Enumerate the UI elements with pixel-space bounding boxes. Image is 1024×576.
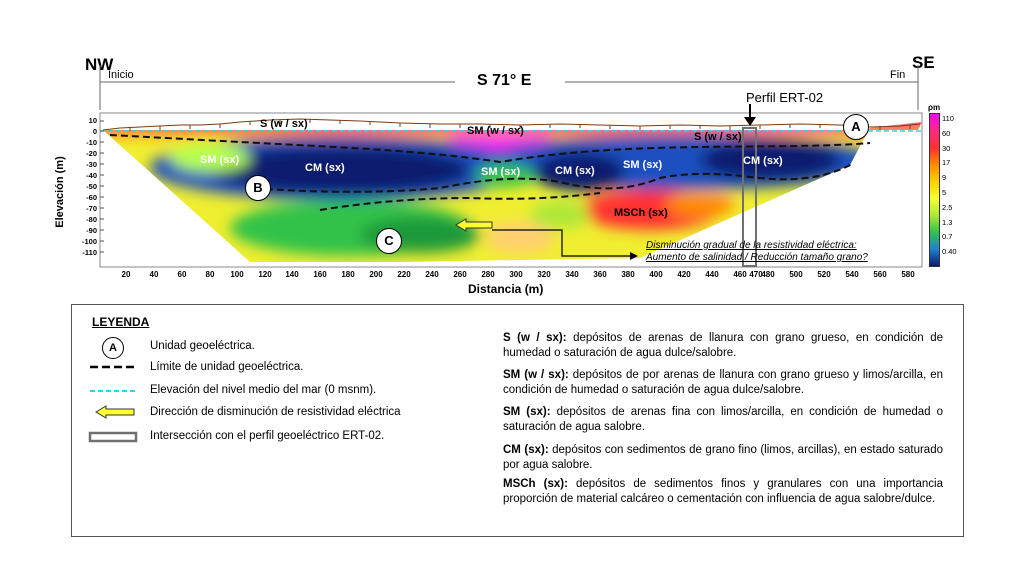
colorbar-tick-label: 5 <box>942 188 947 197</box>
legend-unit-marker: A <box>102 337 124 359</box>
y-tick-label: 10 <box>88 116 97 125</box>
perfil-ert02-label: Perfil ERT-02 <box>746 90 824 105</box>
x-axis-label: Distancia (m) <box>468 282 544 296</box>
colorbar <box>929 113 940 267</box>
y-tick-label: -30 <box>86 160 97 169</box>
colorbar-tick-label: 110 <box>942 114 954 123</box>
x-tick-label: 240 <box>425 270 439 279</box>
x-tick-label: 200 <box>369 270 383 279</box>
legend-boundary-line <box>88 362 138 372</box>
x-tick-label: 460 <box>733 270 747 279</box>
colorbar-tick-label: 30 <box>942 143 951 153</box>
x-tick-label: 340 <box>565 270 579 279</box>
unit-label-msch: MSCh (sx) <box>614 207 668 219</box>
unit-marker-c: C <box>376 228 402 254</box>
description-sm-sx: SM (sx): depósitos de arenas fina con limos/arcilla, en condición de humedad o saturación de agua salobre. <box>503 406 943 433</box>
unit-label-s-right: S (w / sx) <box>694 131 742 143</box>
x-tick-label: 380 <box>621 270 635 279</box>
x-tick-label: 540 <box>845 270 859 279</box>
legend-intersection-icon <box>88 431 140 443</box>
description-sm-w-sx: SM (w / sx): depósitos de por arenas de llanura con grano grueso y limos/arcilla, en condición de humedad o saturación de agua dulce/salobre. <box>503 369 943 396</box>
inicio-label: Inicio <box>108 69 134 81</box>
x-tick-label: 140 <box>285 270 299 279</box>
x-tick-label: 100 <box>230 270 244 279</box>
colorbar-tick-label: 1.3 <box>942 217 953 227</box>
x-tick-label: 80 <box>205 270 215 279</box>
x-tick-label: 40 <box>149 270 159 279</box>
y-tick-label: -100 <box>81 237 97 246</box>
legend-panel <box>71 304 964 537</box>
annotation-line-2: Aumento de salinidad / Reducción tamaño grano? <box>646 252 868 263</box>
unit-label-s-top: S (w / sx) <box>260 118 308 130</box>
legend-direction-text: Dirección de disminución de resistividad eléctrica <box>150 406 401 418</box>
unit-label-sm-right: SM (sx) <box>623 159 663 171</box>
y-tick-label: -40 <box>86 171 97 180</box>
unit-label-sm-left: SM (sx) <box>200 154 240 166</box>
x-tick-label: 560 <box>873 270 887 279</box>
x-tick-label: 60 <box>177 270 187 279</box>
unit-label-sm-top: SM (w / sx) <box>467 125 524 137</box>
legend-intersection-text: Intersección con el perfil geoeléctrico ERT-02. <box>150 430 385 442</box>
y-tick-label: -10 <box>86 138 97 147</box>
x-tick-label: 160 <box>313 270 327 279</box>
x-tick-label: 480 <box>761 270 775 279</box>
colorbar-tick-label: 2.5 <box>942 202 953 212</box>
description-s-w-sx: S (w / sx): depósitos de arenas de llanura con grano grueso, en condición de humedad o saturación de agua dulce/salobre. <box>503 332 943 359</box>
x-tick-label: 400 <box>649 270 663 279</box>
x-tick-label: 20 <box>121 270 131 279</box>
y-tick-label: -50 <box>86 182 97 191</box>
x-tick-label: 420 <box>677 270 691 279</box>
x-tick-label: 580 <box>901 270 915 279</box>
x-tick-label: 300 <box>509 270 523 279</box>
unit-marker-b: B <box>245 175 271 201</box>
annotation-line-1: Disminución gradual de la resistividad eléctrica: <box>646 240 857 251</box>
se-label: SE <box>912 53 935 72</box>
x-tick-label: 260 <box>453 270 467 279</box>
y-tick-label: -110 <box>82 248 97 257</box>
colorbar-tick-label: 9 <box>942 173 947 183</box>
nw-label: NW <box>85 55 114 74</box>
unit-marker-a: A <box>843 114 869 140</box>
x-tick-label: 280 <box>481 270 495 279</box>
description-msch-sx: MSCh (sx): depósitos de sedimentos finos y granulares con una importancia proporción de material calcáreo o cementación con influencia de agua salobre/dulce. <box>503 478 943 505</box>
colorbar-tick-label: 0.7 <box>942 232 953 242</box>
unit-label-sm-mid: SM (sx) <box>481 166 521 178</box>
x-tick-label: 220 <box>397 270 411 279</box>
y-tick-label: 0 <box>92 127 97 136</box>
fin-label: Fin <box>890 69 906 81</box>
legend-sealevel-line <box>88 387 138 395</box>
x-tick-label: 360 <box>593 270 607 279</box>
colorbar-tick-label: 60 <box>942 128 951 138</box>
legend-title: LEYENDA <box>92 315 150 329</box>
y-tick-label: -70 <box>86 204 97 213</box>
legend-sealevel-text: Elevación del nivel medio del mar (0 msnm). <box>150 384 377 396</box>
x-tick-label: 320 <box>537 270 551 279</box>
legend-arrow-icon <box>94 404 136 420</box>
x-tick-label: 180 <box>341 270 355 279</box>
legend-limit-text: Límite de unidad geoeléctrica. <box>150 361 304 373</box>
x-tick-label: 440 <box>705 270 719 279</box>
y-tick-label: -90 <box>86 226 97 235</box>
unit-label-cm-right: CM (sx) <box>743 155 783 167</box>
y-axis-label: Elevación (m) <box>54 156 66 228</box>
azimuth-title: S 71° E <box>477 72 532 89</box>
x-tick-label: 120 <box>258 270 272 279</box>
y-tick-label: -20 <box>86 149 97 158</box>
x-tick-label: 500 <box>789 270 803 279</box>
description-cm-sx: CM (sx): depósitos con sedimentos de grano fino (limos, arcillas), en estado saturado por agua salobre. <box>503 444 943 471</box>
legend-unit-text: Unidad geoeléctrica. <box>150 340 255 352</box>
colorbar-unit: ρm <box>928 103 941 112</box>
y-tick-label: -80 <box>86 215 97 224</box>
colorbar-tick-label: 17 <box>942 158 951 168</box>
unit-label-cm-mid: CM (sx) <box>555 165 595 177</box>
colorbar-tick-label: 0.40 <box>942 247 957 257</box>
x-tick-label: 520 <box>817 270 831 279</box>
x-tick-label: 470 <box>749 270 763 279</box>
unit-label-cm-left: CM (sx) <box>305 162 345 174</box>
y-tick-label: -60 <box>86 193 97 202</box>
